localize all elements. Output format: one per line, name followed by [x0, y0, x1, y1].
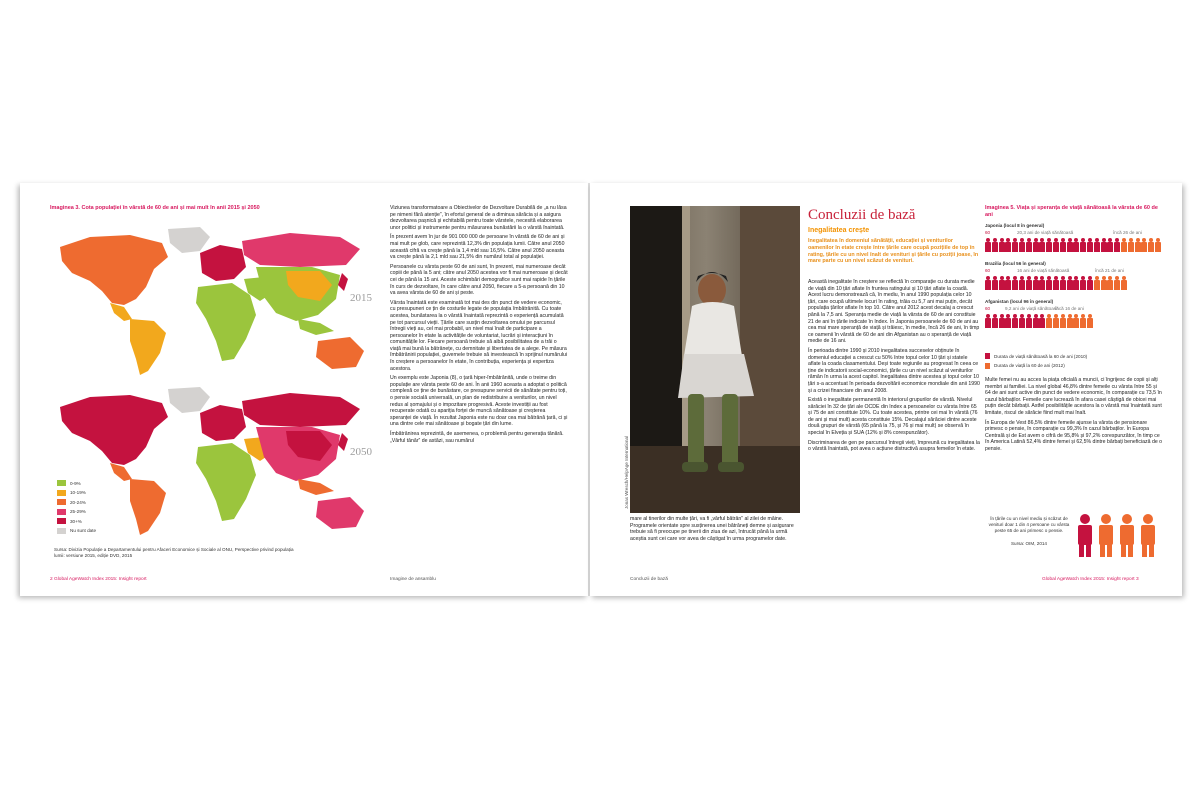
paragraph: Discriminarea de gen pe parcursul întregii vieți, împreună cu inegalitatea la o vârstă înaintată, pot avea o acțiune distructivă asupra femeilor în etate.: [808, 439, 980, 453]
paragraph: Multe femei nu au acces la piața oficială a muncii, ci îngrijesc de copii și alți membri ai familiei. La nivel global 46,8% dintre femeile cu vârsta între 55 și 64 de ani sunt active din punct de vedere economic, în comparație cu 73,5 în cazul bărbaților. Femeile care lucrează în afara casei câștigă de obicei mai puțin decât bărbații. Astfel posibilitățile acestora la o vârstă mai înaintată sunt limitate, riscul de sărăcie fiind mult mai înalt.: [985, 377, 1162, 416]
map-legend: [57, 480, 96, 537]
woman-head: [698, 274, 726, 306]
person-icon: [1019, 314, 1025, 328]
person-icon: [1060, 314, 1066, 328]
person-icon: [1026, 314, 1032, 328]
wooden-wall: [740, 206, 800, 466]
extra-years-label: încă 21 de ani: [1095, 268, 1124, 273]
figure-5-title: Imaginea 5. Viața și speranța de viață sănătoasă la vârsta de 60 de ani: [985, 205, 1158, 218]
person-icon: [999, 276, 1005, 290]
person-icon: [1039, 314, 1045, 328]
footer-section: Imagine de ansamblu: [390, 577, 436, 582]
russia-shape: [242, 233, 360, 267]
skirt: [678, 354, 754, 398]
russia-shape: [242, 393, 360, 427]
footer-right: Global AgeWatch Index 2015: Insight report 3: [1042, 577, 1139, 582]
doorway: [630, 206, 688, 456]
person-icon: [1141, 238, 1147, 252]
person-icon: [1005, 276, 1011, 290]
person-icon: [1060, 238, 1066, 252]
person-icon: [1107, 276, 1113, 290]
person-icon: [1067, 276, 1073, 290]
left-foot: [682, 462, 708, 472]
photo-elderly-woman: [630, 206, 800, 513]
paragraph: Un exemplu este Japonia (8), o țară hiper-îmbătrânită, unde o treime din populație are vârsta peste 60 de ani. În anii 1960 aceasta a adoptat o politică complexă ce ține de bunăstare, ce presupune servicii de sănătate pentru toți, o pensie socială universală, un plan de redistribuire a veniturilor, un nivel redus al șomajului și o impozitare progresivă. Aceste investiții au fost recuperate odată cu apariția forței de muncă sănătoase și creșterea speranței de viață. În rezultat Japonia este nu doar cea mai bătrână țară, ci și una dintre cele mai sănătoase și bogate țări din lume.: [390, 375, 568, 428]
paragraph: În perioada dintre 1990 și 2010 inegalitatea succeselor obținute în domeniul educației a crescut cu 50% între topul celor 10 țări și statele aflate la coada clasamentului. Deși toate regiunile au progresat în ceea ce ține de indicatorii social-economici, țările cu un nivel scăzut al veniturilor rămân în urma la acest capitol. Inegalitatea dintre acestea și topul celor 10 țări s-a accentuat în perioada dezvoltării economice mondiale din anii 1990 și a crizei financiare din anul 2008.: [808, 347, 980, 394]
legend-swatch: [57, 490, 66, 496]
legend-swatch: [57, 480, 66, 486]
legend-label: 30+%: [70, 518, 82, 524]
central-america-shape: [110, 303, 132, 321]
pension-source: Sursa: OIM, 2014: [1010, 541, 1047, 546]
legend-swatch: [57, 509, 66, 515]
person-icon: [1033, 276, 1039, 290]
africa-shape: [196, 283, 256, 361]
person-icon: [1019, 238, 1025, 252]
pension-note: În țările cu un nivel mediu și scăzut de venituri doar 1 din 4 persoane cu vârsta peste 65 de ani primesc o pensie.: [988, 516, 1070, 534]
right-page: [590, 183, 1182, 596]
legend-swatch: [57, 499, 66, 505]
greenland-shape: [168, 227, 210, 253]
healthy-years-label: 16 ani de viață sănătoasă: [1017, 268, 1070, 273]
right-boot: [722, 394, 738, 468]
person-icon: [1094, 238, 1100, 252]
person-icon: [1080, 314, 1086, 328]
person-icon: [1114, 238, 1120, 252]
legend-swatch: [57, 518, 66, 524]
paragraph: Persoanele cu vârsta peste 60 de ani sunt, în prezent, mai numeroase decât copiii de până la 5 ani; către anul 2050 acestea vor fi mai numeroase și decât cei de până la 15 ani. Aceste schimbări demografice sunt mai rapide în țările în curs de dezvoltare, în care către anul 2050, fiecare a 5-a persoană din 10 va avea vârsta de 60 de ani și peste.: [390, 263, 568, 297]
subheading: Inegalitatea crește: [808, 227, 870, 234]
person-icon: [1039, 238, 1045, 252]
south-america-shape: [130, 319, 166, 375]
person-icon: [1012, 276, 1018, 290]
north-america-shape: [60, 395, 168, 465]
australia-shape: [316, 337, 364, 369]
continuation-text: mare al tinerilor din multe țări, va fi „vârful bătrân” al zilei de mâine. Programele orientate spre susținerea unei bătrâneți demne și asigurare trebuie să fi preocupe pe tinerii din ziua de azi, întrucât până la urmă aceștia sunt cei care vor avea de câștigat în urma programelor date.: [630, 516, 794, 542]
legend-label: Nu sunt date: [70, 528, 97, 533]
person-icon: [1087, 314, 1093, 328]
footer-left: 2 Global AgeWatch Index 2015: Insight report: [50, 577, 147, 582]
paragraph: Viziunea transformatoare a Obiectivelor de Dezvoltare Durabilă de „a nu lăsa pe nimeni fără atenție”, în efortul general de a diminua sărăcia și a asigura dezvoltarea pașnică și echitabilă pentru toate vârstele, necesită elaborarea unor politici și instrumente pentru măsurarea bunăstării la o vârstă înaintată.: [390, 205, 567, 231]
person-icon: [1135, 238, 1141, 252]
people-row-brazil: [985, 275, 1165, 291]
healthy-years-label: 20,3 ani de viață sănătoasă: [1017, 230, 1074, 235]
paragraph: Vârsta înaintată este examinată tot mai des din punct de vedere economic, cu presupuneri ce țin de costurile legate de populația îmbătrânită. Cu toate acestea, bunăstarea la o vârstă înaintată reprezintă o experiență acumulată pe tot parcursul vieții. Țările care susțin dezvoltarea omului pe parcursul întregii vieți au, cel mai probabil, un nivel mai înalt de participare a persoanelor în etate la activitățile de voluntariat, lucrări și interacțiuni în comunitățile lor. Fiecare persoană trebuie să aibă posibilitatea de a trăi o viață mai bună la bătrânețe, cu demnitate și libertatea de a alege. Pe măsura îmbătrânirii populației, guvernele trebuie să investească în sprijinul numărului în creștere a persoanelor în etate, în contribuția, experiența și expertiza acestora.: [390, 299, 568, 372]
country-label: Afganistan (locul 96 în general): [985, 299, 1054, 304]
legend-label: 20-24%: [70, 499, 86, 505]
paragraph: Această inegalitate în creștere se reflectă în comparație cu durata medie de viață din 10 țări aflate în fruntea ratingului și 10 țări aflate la coadă. Acest lucru demonstrează că, în mediu, în anul 1990 populația celor 10 țări, care ocupă ultimele locuri în rating, trăia cu 5,7 ani mai puțin, decât populația țărilor aflate în top 10. Către anul 2012 acest decalaj a crescut până la 7,5 ani. Speranța medie de viață la vârsta de 60 de ani constituie 21 de ani în țările indicate în Index. În Japonia persoanele de 60 de ani au cea mai mare speranță de viață și trăiesc, în medie, încă 26 de ani, în timp ce oamenii în vârstă de 60 de ani din Afganistan au o speranță de viață medie de 16 ani.: [808, 279, 980, 345]
person-icon: [1046, 314, 1052, 328]
pension-people-icons: [1074, 513, 1162, 559]
floor-boards: [630, 446, 800, 513]
legend-item: [985, 353, 1087, 359]
north-america-shape: [60, 235, 168, 305]
legend-item: [57, 528, 96, 534]
person-icon: [1155, 238, 1161, 252]
person-icon: [1101, 238, 1107, 252]
person-icon: [1080, 238, 1086, 252]
world-map-2050: [50, 383, 375, 543]
map-label-2015: 2015: [350, 292, 372, 304]
person-icon: [985, 238, 991, 252]
person-icon: [1101, 276, 1107, 290]
person-icon: [1033, 314, 1039, 328]
person-icon: [999, 314, 1005, 328]
person-icon: [1046, 276, 1052, 290]
person-icon: [1012, 238, 1018, 252]
person-icon: [999, 238, 1005, 252]
person-icon: [1046, 238, 1052, 252]
person-icon: [1033, 238, 1039, 252]
paragraph: În Europa de Vest 86,5% dintre femeile ajunse la vârsta de pensionare primesc o pensie, în comparație cu 99,3% în cazul bărbaților. În Europa Centrală și de Est avem o cifră de 95,8% și 97,2% corespunzător, în timp ce în America Latină 52,4% dintre femei și 62,5% dintre bărbați beneficiază de o pensie.: [985, 419, 1163, 452]
photo-credit: Jonas Wresch/HelpAge International: [624, 436, 629, 509]
blouse: [684, 302, 742, 356]
person-icon: [1114, 276, 1120, 290]
person-icon: [1005, 238, 1011, 252]
person-icon: [1141, 514, 1155, 557]
lead-paragraph: Inegalitatea în domeniul sănătății, educației și veniturilor oamenilor în etate crește între țările care ocupă pozițiile de top în rating, țările cu un nivel înalt de venituri și țările cu poziții joase, în mare parte cu un nivel scăzut de venituri.: [808, 238, 979, 265]
greenland-shape: [168, 387, 210, 413]
legend-label: Durata de viață sănătoasă la 60 de ani (2010): [994, 353, 1088, 359]
person-icon: [1087, 238, 1093, 252]
legend-item: [57, 509, 96, 515]
legend-item: [57, 499, 96, 505]
legend-swatch: [985, 353, 990, 359]
legend-item: [57, 490, 96, 496]
people-row-afghanistan: [985, 313, 1165, 329]
person-icon: [1148, 238, 1154, 252]
africa-shape: [196, 443, 256, 521]
figure-3-title: Imaginea 3. Cota populației în vârstă de 60 de ani și mai mult în anii 2015 și 2050: [50, 205, 260, 211]
europe-shape: [200, 245, 246, 281]
extra-years-label: încă 16 de ani: [1055, 306, 1084, 311]
person-icon-dark: [1078, 514, 1092, 557]
legend-item: [985, 363, 1087, 369]
person-icon: [1053, 276, 1059, 290]
person-icon: [1067, 314, 1073, 328]
southeast-asia-shape: [298, 319, 334, 335]
left-body-column: [390, 205, 568, 447]
legend-label: 10-19%: [70, 490, 86, 495]
person-icon: [1121, 238, 1127, 252]
paragraph: Îmbătrânirea reprezintă, de asemenea, o problemă pentru generația tânără. „Vârful tânăr” de astăzi, sau numărul: [390, 431, 564, 444]
life-expectancy-figure: [985, 223, 1165, 343]
women-column: [985, 377, 1163, 456]
page-heading: Concluzii de bază: [808, 207, 916, 223]
map-label-2050: 2050: [350, 446, 372, 458]
left-page: [20, 183, 588, 596]
country-label: Japonia (locul 8 în general): [985, 223, 1045, 228]
legend-label: 25-29%: [70, 509, 86, 514]
footer-section: Concluzii de bază: [630, 577, 668, 582]
person-icon: [1094, 276, 1100, 290]
person-icon: [1053, 314, 1059, 328]
person-icon: [1012, 314, 1018, 328]
southeast-asia-shape: [298, 479, 334, 495]
right-body-column: [808, 279, 980, 456]
age-start: 60: [985, 306, 991, 311]
country-label: Brazilia (locul 56 în general): [985, 261, 1046, 266]
legend-swatch: [57, 528, 66, 534]
figure-5-legend: [985, 353, 1087, 372]
person-icon: [1107, 238, 1113, 252]
person-icon: [992, 314, 998, 328]
person-icon: [1120, 514, 1134, 557]
person-icon: [1128, 238, 1134, 252]
person-icon: [992, 276, 998, 290]
person-icon: [985, 276, 991, 290]
figure-source: Sursa: Divizia Populație a Departamentului pentru Afaceri Economice și Sociale al ONU, Perspective privind populația lumii: versiune 2015, ediție DVD, 2015: [54, 547, 294, 559]
paragraph: În prezent avem în jur de 901 000 000 de persoane în vârstă de 60 de ani și mai mult pe glob, care reprezintă 12,3% din populația lumii. Către anul 2050 această cifră va crește până la 1,4 mld sau 16,5%. Către anul 2050 aceasta va crește până la 2,1 mld sau 21,5% din numărul total al populației.: [390, 234, 565, 261]
paragraph: Există o inegalitate permanentă în interiorul grupurilor de vârstă. Nivelul sărăciei în 32 de țări ale OCDE din Index a persoanelor cu vârsta între 65 și 75 de ani constituie 10%. Cu toate acestea, printre cei mai în vârstă (76 de ani și mai mult) acesta constituie 15%. Decalajul sărăciei dintre aceste două grupuri de vârstă (65 până la 75, și 76 și mai mult) se observă în special în Elveția și SUA (12% și 8% corespunzător).: [808, 397, 978, 437]
person-icon: [985, 314, 991, 328]
person-icon: [1039, 276, 1045, 290]
world-map-2015: [50, 223, 375, 383]
person-icon: [1067, 238, 1073, 252]
person-icon: [992, 238, 998, 252]
south-america-shape: [130, 479, 166, 535]
person-icon: [1053, 238, 1059, 252]
person-icon: [1026, 276, 1032, 290]
person-icon: [1005, 314, 1011, 328]
person-icon: [1026, 238, 1032, 252]
australia-shape: [316, 497, 364, 529]
legend-label: Durata de viață la 60 de ani (2012): [994, 363, 1065, 368]
person-icon: [1087, 276, 1093, 290]
people-row-japan: [985, 237, 1165, 253]
person-icon: [1099, 514, 1113, 557]
legend-swatch: [985, 363, 990, 369]
legend-item: [57, 518, 96, 524]
person-icon: [1121, 276, 1127, 290]
person-icon: [1073, 314, 1079, 328]
age-start: 60: [985, 230, 991, 235]
person-icon: [1060, 276, 1066, 290]
europe-shape: [200, 405, 246, 441]
legend-label: 0-9%: [70, 480, 81, 486]
person-icon: [1019, 276, 1025, 290]
healthy-years-label: 9,2 ani de viață sănătoasă: [1005, 306, 1059, 311]
age-start: 60: [985, 268, 991, 273]
person-icon: [1073, 276, 1079, 290]
legend-item: [57, 480, 96, 486]
central-america-shape: [110, 463, 132, 481]
person-icon: [1080, 276, 1086, 290]
person-icon: [1073, 238, 1079, 252]
left-boot: [688, 394, 704, 468]
right-foot: [718, 462, 744, 472]
extra-years-label: încă 26 de ani: [1113, 230, 1142, 235]
